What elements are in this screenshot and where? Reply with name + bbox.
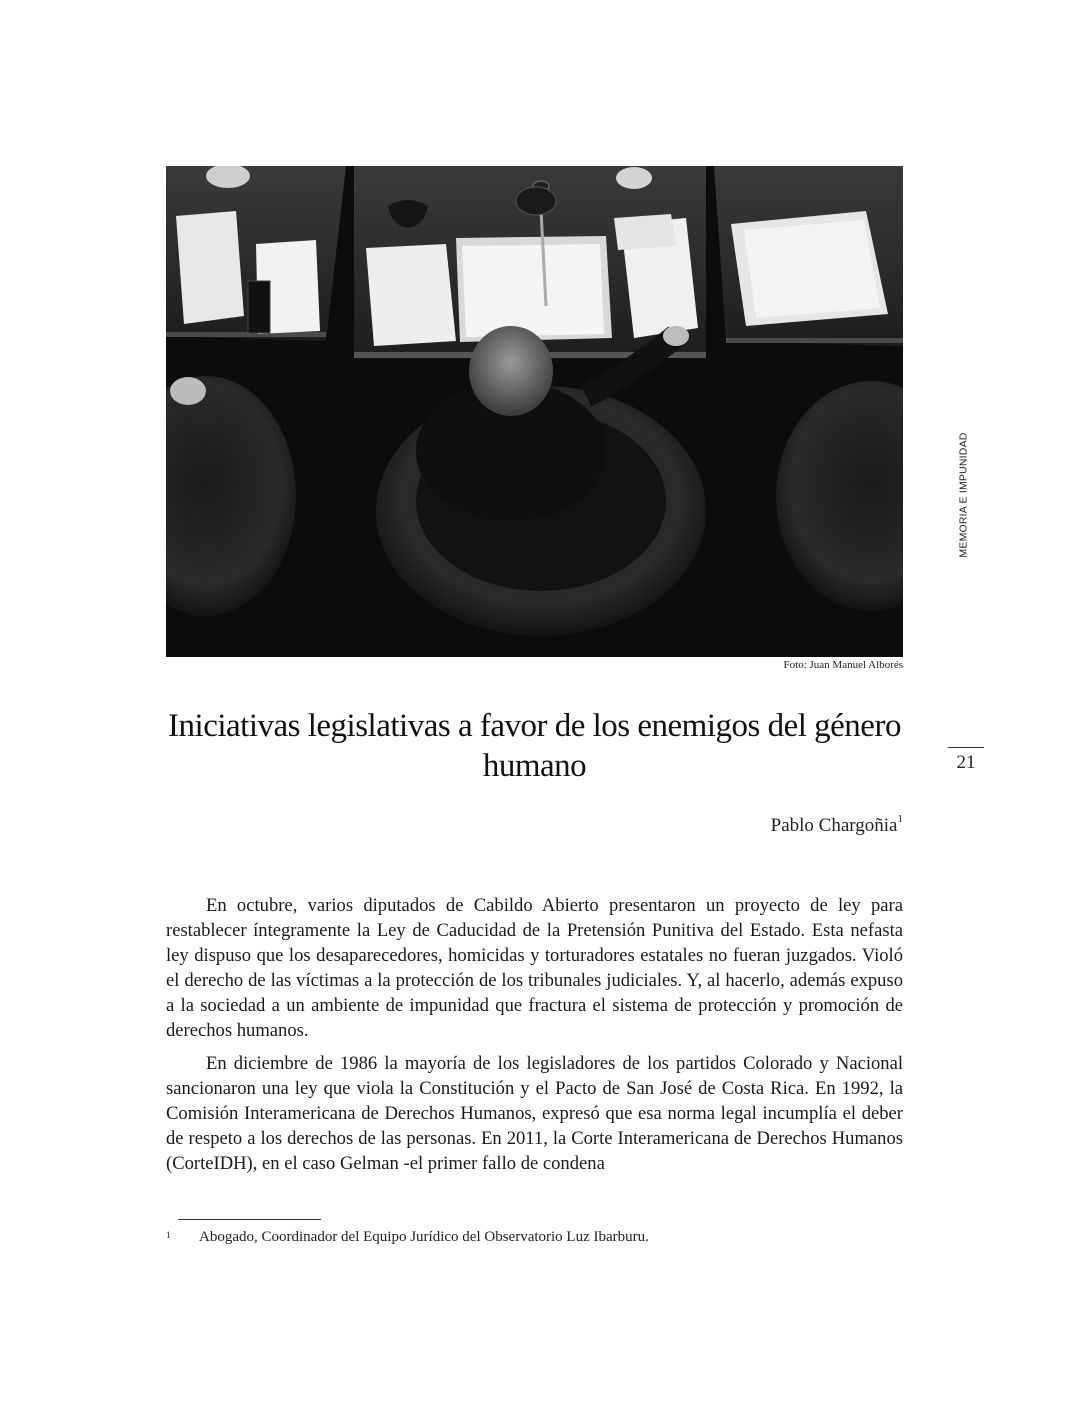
page-number: 21 [956, 752, 976, 773]
paragraph: En octubre, varios diputados de Cabildo Abierto presentaron un proyecto de ley para restablecer íntegramente la Ley de Caducidad de la Pretensión Punitiva del Estado. Esta nefasta ley dispuso que los desaparecedores, homicidas y torturadores estatales no fueran juzgados. Violó el derecho de las víctimas a la protección de los tribunales judiciales. Y, al hacerlo, además expuso a la sociedad a un ambiente de impunidad que fractura el sistema de protección y promoción de derechos humanos. [166, 895, 903, 1041]
photo-legislative-chamber-icon [166, 166, 903, 657]
footnote-mark: 1 [166, 1230, 171, 1240]
footnote-rule [178, 1219, 321, 1220]
section-side-label [946, 420, 982, 570]
article-title: Iniciativas legislativas a favor de los enemigos del género humano [168, 708, 901, 784]
author-footnote-ref[interactable]: 1 [897, 813, 903, 825]
footnote-text: Abogado, Coordinador del Equipo Jurídico del Observatorio Luz Ibarburu. [199, 1229, 649, 1245]
photo-caption: Foto: Juan Manuel Alborés [783, 659, 903, 671]
section-side-label-text: MEMORIA E IMPUNIDAD [958, 432, 970, 558]
article-body [166, 893, 903, 1184]
author-line [771, 815, 903, 837]
author-name: Pablo Chargoñia [770, 815, 898, 836]
paragraph: En diciembre de 1986 la mayoría de los legisladores de los partidos Colorado y Nacional sancionaron una ley que viola la Constitución y el Pacto de San José de Costa Rica. En 1992, la Comisión Interamericana de Derechos Humanos, expresó que esa norma legal incumplía el deber de respeto a los derechos de las personas. En 2011, la Corte Interamericana de Derechos Humanos (CorteIDH), en el caso Gelman -el primer fallo de condena [166, 1053, 903, 1174]
page-number-rule [948, 747, 984, 748]
header-photo [166, 166, 903, 657]
